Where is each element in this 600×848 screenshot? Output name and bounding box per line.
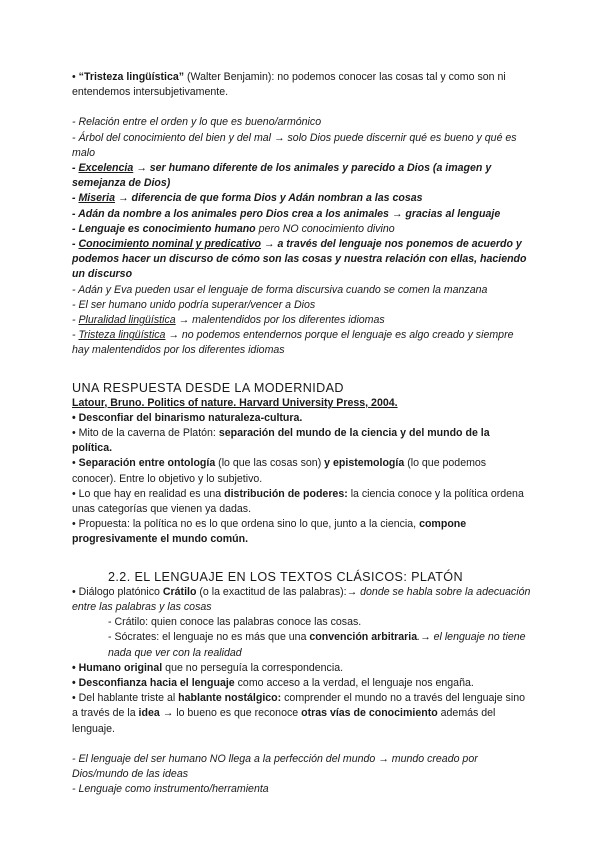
section-heading-platon: 2.2. EL LENGUAJE EN LOS TEXTOS CLÁSICOS: PLATÓN bbox=[108, 569, 463, 584]
note-line: - Relación entre el orden y lo que es bueno/armónico bbox=[72, 116, 322, 129]
bullet-item: • Desconfiar del binarismo naturaleza-cultura. bbox=[72, 411, 303, 424]
bibliographic-reference: Latour, Bruno. Politics of nature. Harvard University Press, 2004. bbox=[72, 396, 398, 409]
bullet-item: • Desconfianza hacia el lenguaje como acceso a la verdad, el lenguaje nos engaña. bbox=[72, 676, 474, 689]
note-line: - Conocimiento nominal y predicativo → a través del lenguaje nos ponemos de acuerdo y podemos hacer un discurso de cómo son las cosas y nuestra relación con ellas, haciendo un discurso bbox=[72, 238, 527, 281]
note-line: - Adán y Eva pueden usar el lenguaje de forma discursiva cuando se comen la manzana bbox=[72, 283, 488, 296]
note-line: - Tristeza lingüística → no podemos entendernos porque el lenguaje es algo creado y siempre hay malentendidos por los diferentes idiomas bbox=[72, 329, 514, 357]
bullet-item: • Diálogo platónico Crátilo (o la exactitud de las palabras):→ donde se habla sobre la adecuación entre las palabras y las cosas bbox=[72, 585, 531, 613]
bullet-item: • Humano original que no perseguía la correspondencia. bbox=[72, 661, 344, 674]
bullet-item: • Del hablante triste al hablante nostálgico: comprender el mundo no a través del lenguaje sino a través de la idea → lo bueno es que reconoce otras vías de conocimiento además del lenguaje. bbox=[72, 692, 525, 735]
bullet-item: • Separación entre ontología (lo que las cosas son) y epistemología (lo que podemos conocer). Entre lo objetivo y lo subjetivo. bbox=[72, 457, 487, 485]
document-page bbox=[72, 70, 532, 797]
note-line: - Excelencia → ser humano diferente de los animales y parecido a Dios (a imagen y semejanza de Dios) bbox=[72, 162, 492, 190]
note-line: - Árbol del conocimiento del bien y del mal → solo Dios puede discernir qué es bueno y qué es malo bbox=[72, 131, 517, 159]
note-line: - Miseria → diferencia de que forma Dios y Adán nombran a las cosas bbox=[72, 192, 423, 205]
note-line: - El lenguaje del ser humano NO llega a la perfección del mundo → mundo creado por Dios/mundo de las ideas bbox=[72, 752, 478, 780]
note-line: - Lenguaje como instrumento/herramienta bbox=[72, 783, 269, 796]
sub-item: - Sócrates: el lenguaje no es más que una convención arbitraria.→ el lenguaje no tiene nada que ver con la realidad bbox=[108, 631, 526, 659]
note-line: - Adán da nombre a los animales pero Dios crea a los animales → gracias al lenguaje bbox=[72, 207, 501, 220]
sub-item: - Crátilo: quien conoce las palabras conoce las cosas. bbox=[108, 616, 362, 629]
section-heading-modernidad: UNA RESPUESTA DESDE LA MODERNIDAD bbox=[72, 380, 344, 395]
note-line: - Lenguaje es conocimiento humano pero NO conocimiento divino bbox=[72, 222, 395, 235]
bullet-item: • Propuesta: la política no es lo que ordena sino lo que, junto a la ciencia, compone progresivamente el mundo común. bbox=[72, 518, 467, 546]
tristeza-bullet: • “Tristeza lingüística” (Walter Benjamin): no podemos conocer las cosas tal y como son ni entendemos intersubjetivamente. bbox=[72, 71, 506, 99]
note-line: - El ser humano unido podría superar/vencer a Dios bbox=[72, 298, 316, 311]
tristeza-term: “Tristeza lingüística” bbox=[78, 71, 185, 83]
notes-list-1 bbox=[72, 115, 532, 358]
bullet-item: • Mito de la caverna de Platón: separación del mundo de la ciencia y del mundo de la política. bbox=[72, 427, 490, 455]
bullet-item: • Lo que hay en realidad es una distribución de poderes: la ciencia conoce y la política ordena unas categorías que vienen ya dadas. bbox=[72, 487, 524, 516]
note-line: - Pluralidad lingüística → malentendidos por los diferentes idiomas bbox=[72, 314, 385, 327]
